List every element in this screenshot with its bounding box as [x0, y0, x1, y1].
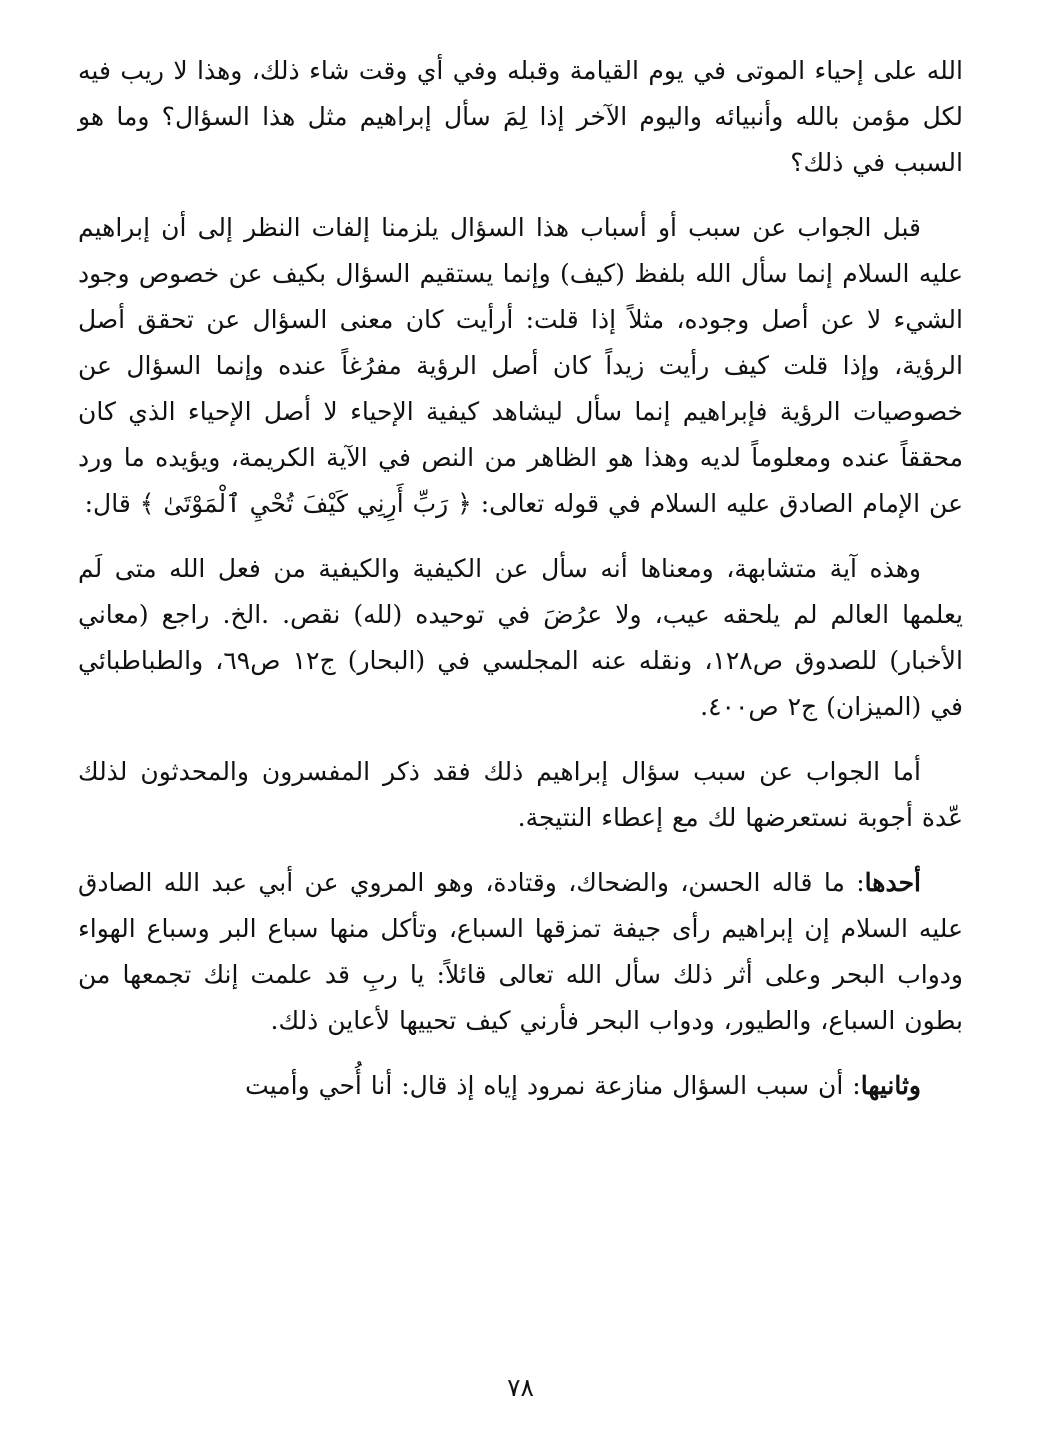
page-body	[78, 48, 963, 1109]
paragraph-4	[78, 749, 963, 841]
paragraph-5-text: : ما قاله الحسن، والضحاك، وقتادة، وهو المروي عن أبي عبد الله الصادق عليه السلام إن إبراهيم رأى جيفة تمزقها السباع، وتأكل منها سباع البر وسباع الهواء ودواب البحر وعلى أثر ذلك سأل الله تعالى قائلاً: يا ربِ قد علمت إنك تجمعها من بطون السباع، والطيور، ودواب البحر فأرني كيف تحييها لأعاين ذلك.	[78, 868, 963, 1035]
paragraph-4-text: أما الجواب عن سبب سؤال إبراهيم ذلك فقد ذكر المفسرون والمحدثون لذلك عّدة أجوبة نستعرضها لك مع إعطاء النتيجة.	[78, 757, 963, 832]
paragraph-6-second-answer	[78, 1063, 963, 1109]
paragraph-1-text: الله على إحياء الموتى في يوم القيامة وقبله وفي أي وقت شاء ذلك، وهذا لا ريب فيه لكل مؤمن بالله وأنبيائه واليوم الآخر إذا لِمَ سأل إبراهيم مثل هذا السؤال؟ وما هو السبب في ذلك؟	[78, 56, 963, 177]
page-number: ٧٨	[507, 1373, 534, 1402]
paragraph-2-text: قبل الجواب عن سبب أو أسباب هذا السؤال يلزمنا إلفات النظر إلى أن إبراهيم عليه السلام إنما سأل الله بلفظ (كيف) وإنما يستقيم السؤال بكيف عن خصوص وجود الشيء لا عن أصل وجوده، مثلاً إذا قلت: أرأيت كان معنى السؤال عن تحقق أصل الرؤية، وإذا قلت كيف رأيت زيداً كان أصل الرؤية مفرُغاً عنده وإنما السؤال عن خصوصيات الرؤية فإبراهيم إنما سأل ليشاهد كيفية الإحياء لا أصل الإحياء الذي كان محققاً عنده ومعلوماً لديه وهذا هو الظاهر من النص في الآية الكريمة، ويؤيده ما ورد عن الإمام الصادق عليه السلام في قوله تعالى: ﴿ رَبِّ أَرِنِي كَيْفَ تُحْيِ ٱلْمَوْتَىٰ ﴾ قال:	[78, 213, 963, 518]
paragraph-3-text: وهذه آية متشابهة، ومعناها أنه سأل عن الكيفية والكيفية من فعل الله متى لَم يعلمها العالم لم يلحقه عيب، ولا عرُضَ في توحيده (لله) نقص. .الخ. راجع (معاني الأخبار) للصدوق ص١٢٨، ونقله عنه المجلسي في (البحار) ج١٢ ص٦٩، والطباطبائي في (الميزان) ج٢ ص٤٠٠.	[78, 554, 963, 721]
paragraph-6-text: : أن سبب السؤال منازعة نمرود إياه إذ قال: أنا أُحي وأميت	[245, 1071, 861, 1100]
paragraph-6-lead: وثانيها	[860, 1071, 921, 1100]
paragraph-3-quote	[78, 546, 963, 730]
paragraph-5-first-answer	[78, 860, 963, 1044]
paragraph-2	[78, 205, 963, 527]
paragraph-5-lead: أحدها	[864, 868, 921, 897]
paragraph-1	[78, 48, 963, 186]
